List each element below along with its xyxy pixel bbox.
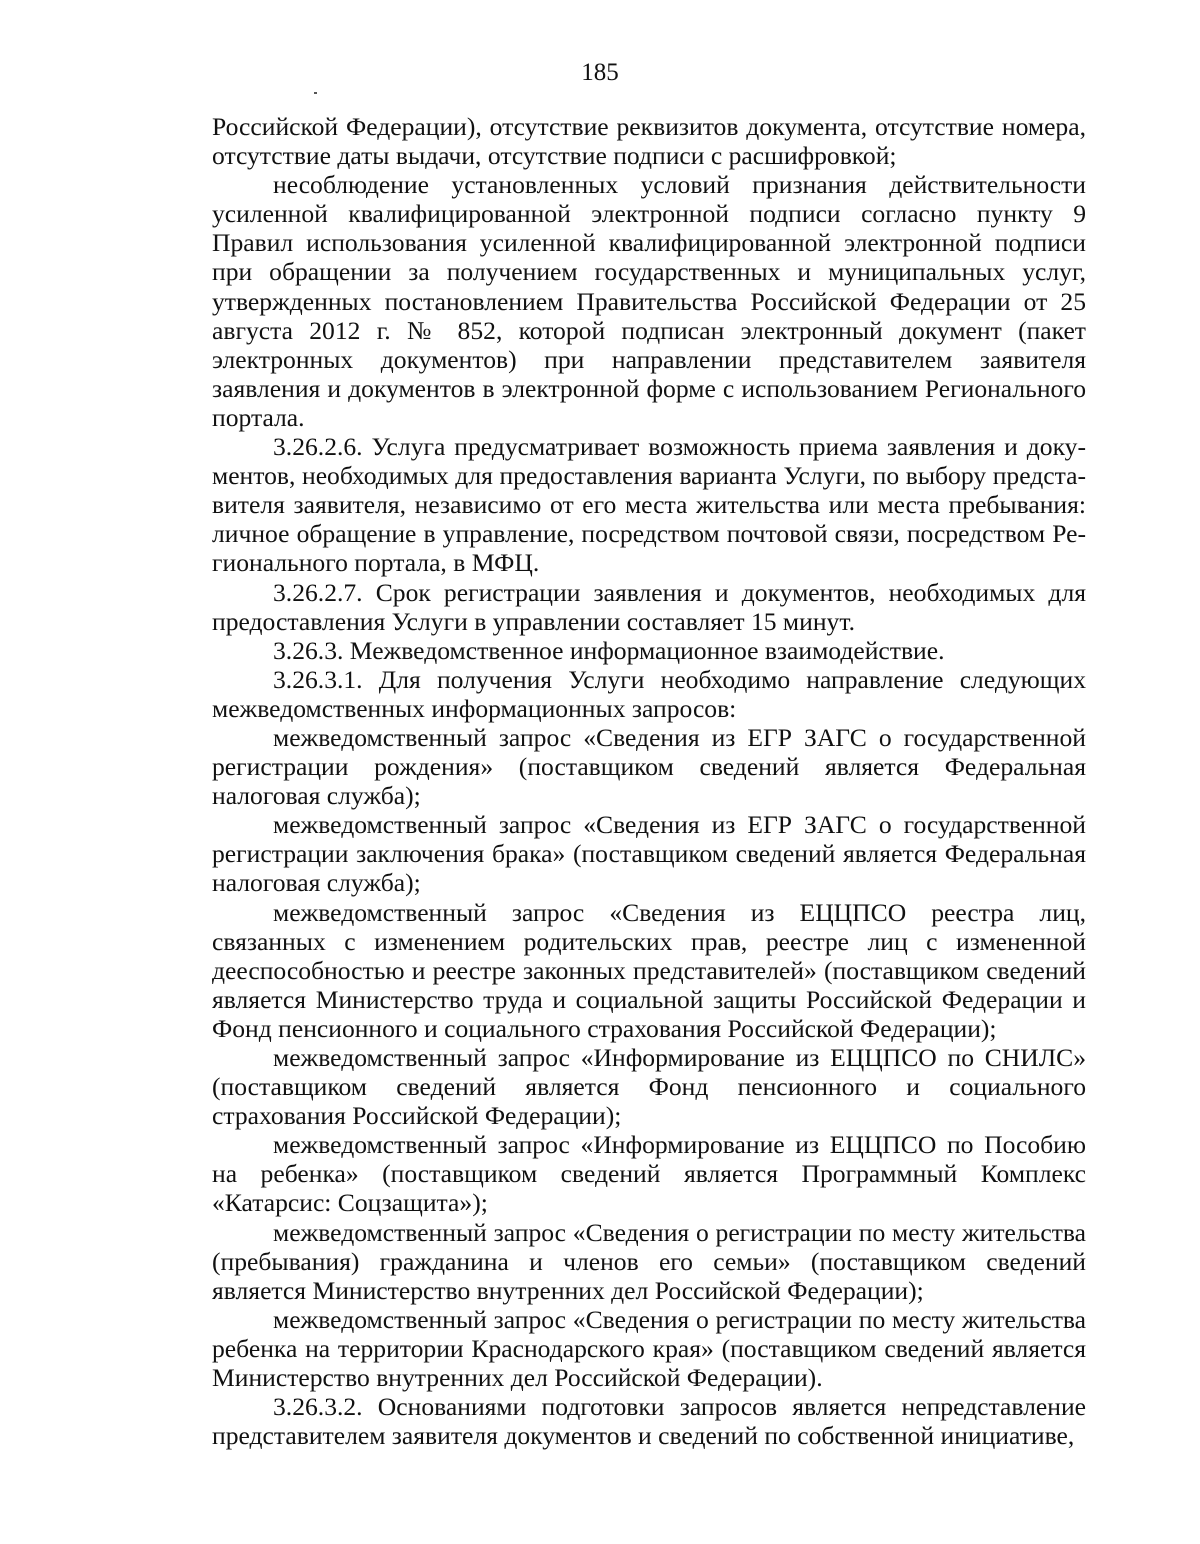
paragraph-3-26-3-2: 3.26.3.2. Основаниями подготовки запросов является непредставление представителем заявителя документов и сведений по собственной инициативе, <box>212 1392 1086 1451</box>
paragraph-request-snils: межведомственный запрос «Информирование из ЕЦЦПСО по СНИЛС» (поставщиком сведений является Фонд пенсионного и социального страхования Российской Федерации); <box>212 1043 1086 1131</box>
paragraph-continuation: Российской Федерации), отсутствие реквизитов документа, отсутствие номера, отсутствие даты выдачи, отсутствие подписи с расшифровкой; <box>212 112 1086 171</box>
paragraph-request-family-registration: межведомственный запрос «Сведения о регистрации по месту жительства (пребывания) гражданина и членов его семьи» (поставщиком сведений является Министерство внутренних дел Российской Федерации); <box>212 1217 1086 1305</box>
paragraph-request-marriage: межведомственный запрос «Сведения из ЕГР ЗАГС о государственной регистрации заключения брака» (поставщиком сведений является Федеральная налоговая служба); <box>212 810 1086 898</box>
paragraph-signature-condition: несоблюдение установленных условий признания действительности усиленной квалифицированной электронной подписи согласно пункту 9 Правил использования усиленной квалифицированной электронной подписи при обращении за получением государственных и муниципальных услуг, утвержденных постановлением Правительства Российской Федерации от 25 августа 2012 г. № 852, которой подписан электронный документ (пакет электронных документов) при направлении представителем заявителя заявления и документов в электронной форме с использованием Регионального портала. <box>212 170 1086 432</box>
paragraph-3-26-3: 3.26.3. Межведомственное информационное взаимодействие. <box>273 635 945 665</box>
paragraph-request-parental-rights: межведомственный запрос «Сведения из ЕЦЦПСО реестра лиц, связанных с изменением родительских прав, реестре лиц с измененной дееспособностью и реестре законных представителей» (поставщиком сведений является Министерство труда и социальной защиты Российской Федерации и Фонд пенсионного и социального страхования Российской Федерации); <box>212 897 1086 1043</box>
paragraph-3-26-2-7: 3.26.2.7. Срок регистрации заявления и документов, необходимых для предоставления Услуги в управлении составляет 15 минут. <box>212 577 1086 636</box>
paragraph-request-birth: межведомственный запрос «Сведения из ЕГР ЗАГС о государственной регистрации рождения» (поставщиком сведений является Федеральная налоговая служба); <box>212 722 1086 811</box>
paragraph-request-child-benefit: межведомственный запрос «Информирование из ЕЦЦПСО по Пособию на ребенка» (поставщиком сведений является Программный Комплекс «Катарсис: Соцзащита»); <box>212 1130 1086 1218</box>
paragraph-3-26-2-6: 3.26.2.6. Услуга предусматривает возможность приема заявления и документов, необходимых для предоставления варианта Услуги, по выбору представителя заявителя, независимо от его места жительства или места пребывания: личное обращение в управление, посредством почтовой связи, посредством Регионального портала, в МФЦ. <box>212 432 1086 578</box>
scan-mark <box>314 92 317 94</box>
paragraph-request-child-registration: межведомственный запрос «Сведения о регистрации по месту жительства ребенка на территории Краснодарского края» (поставщиком сведений является Министерство внутренних дел Российской Федерации). <box>212 1304 1086 1393</box>
document-body <box>212 112 1086 1450</box>
paragraph-3-26-3-1: 3.26.3.1. Для получения Услуги необходимо направление следующих межведомственных информационных запросов: <box>212 664 1086 723</box>
page-number: 185 <box>581 59 619 86</box>
